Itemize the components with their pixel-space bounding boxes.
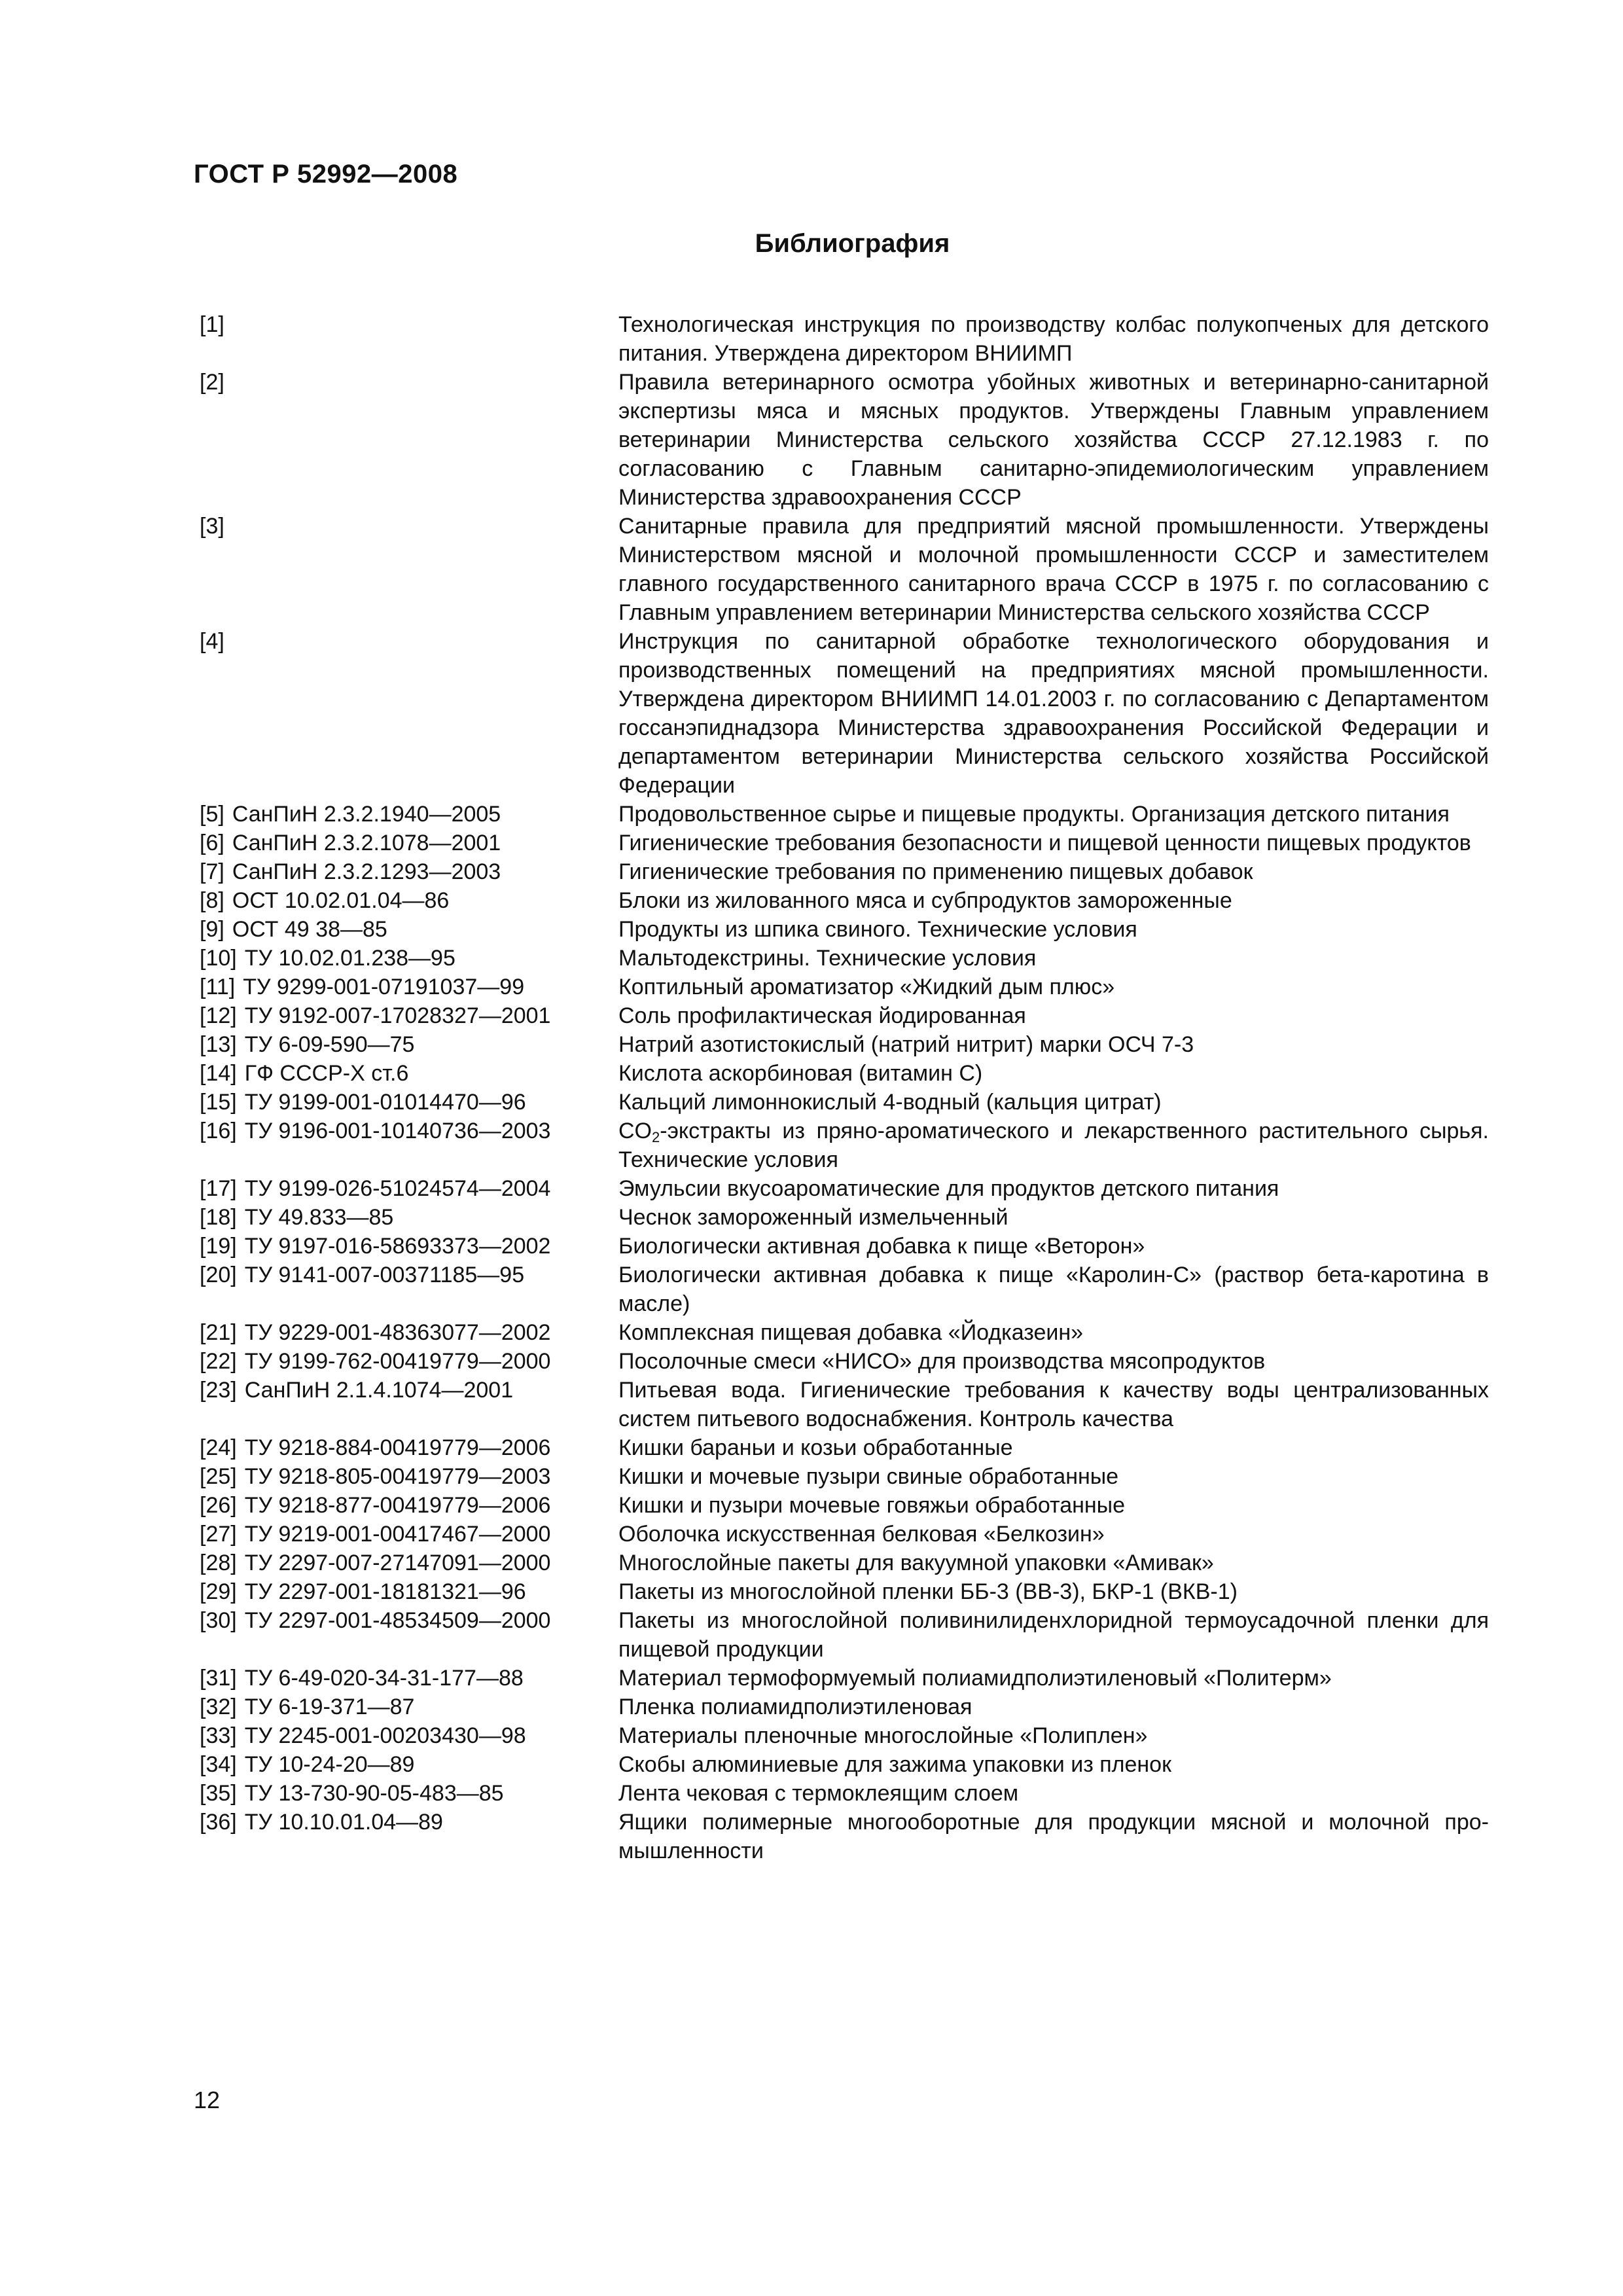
entry-number: [10] xyxy=(200,946,237,971)
entry-description xyxy=(618,1059,1489,1088)
entry-description xyxy=(618,1606,1489,1664)
entry-reference xyxy=(200,1779,618,1808)
entry-description-text: -экстракты из пряно-ароматического и лекарственного растительного сырья. Технические условия xyxy=(618,1119,1489,1172)
entry-description xyxy=(618,1203,1489,1232)
entry-number: [24] xyxy=(200,1435,237,1460)
entry-number: [5] xyxy=(200,802,224,827)
entry-description-text: Ящики полимерные многооборотные для продукции мясной и молочной промышленности xyxy=(618,1810,1489,1863)
entry-reference xyxy=(200,1462,618,1491)
bibliography-list xyxy=(200,310,1489,1865)
entry-reference xyxy=(200,1261,618,1318)
bibliography-entry xyxy=(200,857,1489,886)
entry-description xyxy=(618,1117,1489,1174)
entry-reference xyxy=(200,1750,618,1779)
entry-document-code: ТУ 9218-805-00419779—2003 xyxy=(244,1464,551,1489)
entry-description-text: Эмульсии вкусоароматические для продуктов детского питания xyxy=(618,1176,1279,1201)
entry-description-text: Коптильный ароматизатор «Жидкий дым плюс» xyxy=(618,975,1115,999)
entry-description xyxy=(618,1549,1489,1577)
bibliography-entry xyxy=(200,1117,1489,1174)
entry-description xyxy=(618,1808,1489,1865)
entry-reference xyxy=(200,512,618,627)
bibliography-entry xyxy=(200,1001,1489,1030)
entry-reference xyxy=(200,1721,618,1750)
entry-reference xyxy=(200,973,618,1001)
bibliography-entry xyxy=(200,973,1489,1001)
entry-description-text: Скобы алюминиевые для зажима упаковки из пленок xyxy=(618,1752,1171,1777)
bibliography-entry xyxy=(200,1779,1489,1808)
entry-description xyxy=(618,944,1489,973)
entry-number: [3] xyxy=(200,514,224,539)
entry-description-text: Натрий азотистокислый (натрий нитрит) марки ОСЧ 7-3 xyxy=(618,1032,1194,1057)
entry-description-text: Соль профилактическая йодированная xyxy=(618,1003,1026,1028)
bibliography-entry xyxy=(200,1664,1489,1693)
entry-reference xyxy=(200,829,618,857)
entry-document-code: ТУ 10.02.01.238—95 xyxy=(244,946,455,971)
entry-number: [14] xyxy=(200,1061,237,1086)
entry-reference xyxy=(200,857,618,886)
entry-document-code: ТУ 6-49-020-34-31-177—88 xyxy=(244,1666,524,1691)
entry-description xyxy=(618,829,1489,857)
entry-number: [8] xyxy=(200,888,224,913)
entry-document-code: ТУ 49.833—85 xyxy=(244,1205,394,1230)
entry-number: [19] xyxy=(200,1234,237,1259)
entry-number: [35] xyxy=(200,1781,237,1806)
entry-description xyxy=(618,973,1489,1001)
entry-number: [23] xyxy=(200,1378,237,1403)
entry-description xyxy=(618,1376,1489,1433)
entry-description-text: Технологическая инструкция по производству колбас полукопченых для детского питания. Утверждена директором ВНИИМП xyxy=(618,312,1489,366)
entry-reference xyxy=(200,1232,618,1261)
bibliography-entry xyxy=(200,1433,1489,1462)
page-number: 12 xyxy=(194,2087,221,2113)
entry-description xyxy=(618,1318,1489,1347)
entry-document-code: ТУ 9299-001-07191037—99 xyxy=(243,975,525,999)
entry-description-text: Кишки и мочевые пузыри свиные обработанные xyxy=(618,1464,1119,1489)
entry-number: [16] xyxy=(200,1119,237,1143)
entry-document-code: ТУ 6-09-590—75 xyxy=(244,1032,415,1057)
entry-document-code: ТУ 2245-001-00203430—98 xyxy=(244,1723,526,1748)
entry-description xyxy=(618,512,1489,627)
entry-document-code: ОСТ 49 38—85 xyxy=(232,917,387,942)
entry-document-code: ТУ 9192-007-17028327—2001 xyxy=(244,1003,551,1028)
entry-document-code: ТУ 2297-001-18181321—96 xyxy=(244,1579,526,1604)
entry-reference xyxy=(200,1059,618,1088)
entry-number: [17] xyxy=(200,1176,237,1201)
formula-subscript: 2 xyxy=(652,1129,660,1145)
entry-description xyxy=(618,1779,1489,1808)
bibliography-entry xyxy=(200,1088,1489,1117)
entry-number: [13] xyxy=(200,1032,237,1057)
bibliography-entry xyxy=(200,1174,1489,1203)
entry-document-code: СанПиН 2.3.2.1078—2001 xyxy=(232,831,501,855)
entry-reference xyxy=(200,800,618,829)
entry-reference xyxy=(200,310,618,368)
entry-reference xyxy=(200,1174,618,1203)
entry-reference xyxy=(200,1203,618,1232)
bibliography-entry xyxy=(200,1462,1489,1491)
entry-description-text: Инструкция по санитарной обработке технологического оборудования и производственных помещений на предприятиях мясной промышленности. Утверждена директором ВНИИМП 14.01.2003 г. по согласованию с Департаментом госсанэпиднадзора Министерства здравоохранения Российской Федерации и департаментом ветеринарии Министерства сельского хозяйства Российской Федерации xyxy=(618,629,1489,798)
entry-description-text: Кишки бараньи и козьи обработанные xyxy=(618,1435,1013,1460)
entry-description-text: Чеснок замороженный измельченный xyxy=(618,1205,1008,1230)
entry-reference xyxy=(200,1433,618,1462)
entry-description xyxy=(618,1001,1489,1030)
entry-reference xyxy=(200,1347,618,1376)
entry-description-text: Лента чековая с термоклеящим слоем xyxy=(618,1781,1019,1806)
entry-document-code: ТУ 6-19-371—87 xyxy=(244,1695,415,1719)
entry-document-code: ТУ 13-730-90-05-483—85 xyxy=(244,1781,504,1806)
entry-number: [12] xyxy=(200,1003,237,1028)
entry-document-code: СанПиН 2.3.2.1940—2005 xyxy=(232,802,501,827)
entry-reference xyxy=(200,1376,618,1433)
entry-description xyxy=(618,1232,1489,1261)
bibliography-entry xyxy=(200,1232,1489,1261)
entry-description xyxy=(618,1261,1489,1318)
entry-number: [29] xyxy=(200,1579,237,1604)
bibliography-entry xyxy=(200,310,1489,368)
bibliography-entry xyxy=(200,1491,1489,1520)
entry-document-code: ОСТ 10.02.01.04—86 xyxy=(232,888,450,913)
entry-number: [1] xyxy=(200,312,224,337)
entry-description-text: Продовольственное сырье и пищевые продукты. Организация детского питания xyxy=(618,802,1450,827)
entry-number: [18] xyxy=(200,1205,237,1230)
entry-description xyxy=(618,1462,1489,1491)
bibliography-entry xyxy=(200,915,1489,944)
entry-description-text: Комплексная пищевая добавка «Йодказеин» xyxy=(618,1320,1084,1345)
bibliography-entry xyxy=(200,886,1489,915)
entry-description-text: Биологически активная добавка к пище «Каролин-С» (раствор бета-каротина в масле) xyxy=(618,1263,1489,1316)
entry-description-text: Кальций лимоннокислый 4-водный (кальция цитрат) xyxy=(618,1090,1162,1115)
entry-document-code: ТУ 9196-001-10140736—2003 xyxy=(244,1119,551,1143)
entry-description xyxy=(618,1174,1489,1203)
entry-number: [21] xyxy=(200,1320,237,1345)
bibliography-entry xyxy=(200,1693,1489,1721)
entry-document-code: ТУ 9197-016-58693373—2002 xyxy=(244,1234,551,1259)
bibliography-entry xyxy=(200,1203,1489,1232)
entry-description xyxy=(618,310,1489,368)
bibliography-entry xyxy=(200,1577,1489,1606)
entry-number: [11] xyxy=(200,975,236,999)
entry-description-text: Мальтодекстрины. Технические условия xyxy=(618,946,1037,971)
entry-number: [20] xyxy=(200,1263,237,1287)
entry-reference xyxy=(200,886,618,915)
entry-reference xyxy=(200,368,618,512)
entry-description xyxy=(618,1577,1489,1606)
bibliography-entry xyxy=(200,1549,1489,1577)
bibliography-entry xyxy=(200,1030,1489,1059)
bibliography-entry xyxy=(200,1318,1489,1347)
entry-description xyxy=(618,1693,1489,1721)
entry-document-code: ТУ 9218-884-00419779—2006 xyxy=(244,1435,551,1460)
entry-reference xyxy=(200,627,618,800)
entry-reference xyxy=(200,1318,618,1347)
entry-number: [34] xyxy=(200,1752,237,1777)
bibliography-entry xyxy=(200,829,1489,857)
bibliography-entry xyxy=(200,1750,1489,1779)
entry-reference xyxy=(200,1693,618,1721)
entry-document-code: ТУ 9218-877-00419779—2006 xyxy=(244,1493,551,1518)
entry-reference xyxy=(200,1520,618,1549)
entry-description-text: Посолочные смеси «НИСО» для производства мясопродуктов xyxy=(618,1349,1266,1374)
entry-reference xyxy=(200,944,618,973)
bibliography-entry xyxy=(200,1376,1489,1433)
bibliography-entry xyxy=(200,1606,1489,1664)
entry-number: [2] xyxy=(200,370,224,395)
entry-document-code: ТУ 9219-001-00417467—2000 xyxy=(244,1522,551,1547)
bibliography-entry xyxy=(200,800,1489,829)
entry-description-text: Пакеты из многослойной поливинилиденхлоридной термоусадочной пленки для пищевой продукции xyxy=(618,1608,1489,1662)
entry-number: [36] xyxy=(200,1810,237,1835)
entry-document-code: ТУ 9229-001-48363077—2002 xyxy=(244,1320,551,1345)
entry-description-text: Продукты из шпика свиного. Технические условия xyxy=(618,917,1137,942)
document-header: ГОСТ Р 52992—2008 xyxy=(194,160,458,188)
entry-description xyxy=(618,1491,1489,1520)
entry-reference xyxy=(200,1808,618,1865)
entry-description-text: Питьевая вода. Гигиенические требования к качеству воды централизованных систем питьевого водоснабжения. Контроль качества xyxy=(618,1378,1489,1431)
entry-document-code: ТУ 9199-001-01014470—96 xyxy=(244,1090,526,1115)
entry-description xyxy=(618,915,1489,944)
bibliography-entry xyxy=(200,1721,1489,1750)
entry-description-text: Санитарные правила для предприятий мясной промышленности. Утверждены Министерством мясной и молочной промышленности СССР и заместителем главного государственного санитарного врача СССР в 1975 г. по согласованию с Главным управлением ветеринарии Министерства сельского хозяйства СССР xyxy=(618,514,1489,625)
bibliography-entry xyxy=(200,627,1489,800)
entry-number: [30] xyxy=(200,1608,237,1633)
entry-document-code: ГФ СССР-Х ст.6 xyxy=(244,1061,409,1086)
entry-number: [6] xyxy=(200,831,224,855)
entry-number: [7] xyxy=(200,859,224,884)
entry-reference xyxy=(200,1001,618,1030)
entry-reference xyxy=(200,1549,618,1577)
bibliography-entry xyxy=(200,1059,1489,1088)
entry-document-code: ТУ 10-24-20—89 xyxy=(244,1752,415,1777)
bibliography-entry xyxy=(200,1347,1489,1376)
entry-number: [22] xyxy=(200,1349,237,1374)
entry-description xyxy=(618,1721,1489,1750)
entry-document-code: ТУ 9199-026-51024574—2004 xyxy=(244,1176,551,1201)
entry-description-text: Биологически активная добавка к пище «Веторон» xyxy=(618,1234,1145,1259)
entry-document-code: СанПиН 2.1.4.1074—2001 xyxy=(244,1378,514,1403)
section-title: Библиография xyxy=(755,229,950,258)
entry-description xyxy=(618,1088,1489,1117)
entry-description-text: Материалы пленочные многослойные «Полиплен» xyxy=(618,1723,1148,1748)
entry-reference xyxy=(200,915,618,944)
entry-reference xyxy=(200,1577,618,1606)
entry-number: [15] xyxy=(200,1090,237,1115)
entry-description-text: Блоки из жилованного мяса и субпродуктов замороженные xyxy=(618,888,1232,913)
entry-number: [25] xyxy=(200,1464,237,1489)
entry-description-text: Материал термоформуемый полиамидполиэтиленовый «Политерм» xyxy=(618,1666,1332,1691)
bibliography-entry xyxy=(200,512,1489,627)
entry-description-text: Гигиенические требования безопасности и пищевой ценности пищевых продуктов xyxy=(618,831,1471,855)
entry-description-text: Правила ветеринарного осмотра убойных животных и ветеринарно-санитарной экспертизы мяса и мясных продуктов. Утверждены Главным управлением ветеринарии Министерства сельского хозяйства СССР 27.12.1983 г. по согласованию с Главным санитарно-эпидемиологическим управлением Министерства здравоохранения СССР xyxy=(618,370,1489,510)
entry-description xyxy=(618,886,1489,915)
entry-reference xyxy=(200,1664,618,1693)
entry-description xyxy=(618,1030,1489,1059)
entry-reference xyxy=(200,1117,618,1174)
entry-description-text: Пакеты из многослойной пленки ББ-3 (ВВ-3), БКР-1 (ВКВ-1) xyxy=(618,1579,1238,1604)
entry-description xyxy=(618,627,1489,800)
entry-description xyxy=(618,1750,1489,1779)
bibliography-entry xyxy=(200,1808,1489,1865)
entry-number: [9] xyxy=(200,917,224,942)
entry-number: [26] xyxy=(200,1493,237,1518)
entry-description-text: Пленка полиамидполиэтиленовая xyxy=(618,1695,972,1719)
entry-description xyxy=(618,1664,1489,1693)
entry-reference xyxy=(200,1030,618,1059)
entry-document-code: ТУ 10.10.01.04—89 xyxy=(244,1810,443,1835)
entry-description-text: Гигиенические требования по применению пищевых добавок xyxy=(618,859,1253,884)
entry-description-text: Оболочка искусственная белковая «Белкозин» xyxy=(618,1522,1105,1547)
bibliography-entry xyxy=(200,1520,1489,1549)
bibliography-entry xyxy=(200,368,1489,512)
entry-description xyxy=(618,857,1489,886)
entry-description xyxy=(618,800,1489,829)
entry-number: [31] xyxy=(200,1666,237,1691)
entry-description xyxy=(618,1520,1489,1549)
entry-description xyxy=(618,1347,1489,1376)
entry-description-text: Многослойные пакеты для вакуумной упаковки «Амивак» xyxy=(618,1551,1214,1575)
formula-text: CO xyxy=(618,1119,652,1143)
entry-document-code: ТУ 2297-001-48534509—2000 xyxy=(244,1608,551,1633)
entry-number: [28] xyxy=(200,1551,237,1575)
entry-number: [32] xyxy=(200,1695,237,1719)
entry-number: [27] xyxy=(200,1522,237,1547)
entry-document-code: ТУ 9199-762-00419779—2000 xyxy=(244,1349,551,1374)
entry-description-text: Кишки и пузыри мочевые говяжьи обработанные xyxy=(618,1493,1126,1518)
entry-description-text: Кислота аскорбиновая (витамин С) xyxy=(618,1061,983,1086)
entry-reference xyxy=(200,1491,618,1520)
entry-document-code: ТУ 9141-007-00371185—95 xyxy=(244,1263,525,1287)
entry-description xyxy=(618,368,1489,512)
entry-reference xyxy=(200,1606,618,1664)
bibliography-entry xyxy=(200,1261,1489,1318)
entry-document-code: СанПиН 2.3.2.1293—2003 xyxy=(232,859,501,884)
bibliography-entry xyxy=(200,944,1489,973)
entry-reference xyxy=(200,1088,618,1117)
entry-number: [4] xyxy=(200,629,224,654)
entry-document-code: ТУ 2297-007-27147091—2000 xyxy=(244,1551,551,1575)
entry-description xyxy=(618,1433,1489,1462)
entry-number: [33] xyxy=(200,1723,237,1748)
